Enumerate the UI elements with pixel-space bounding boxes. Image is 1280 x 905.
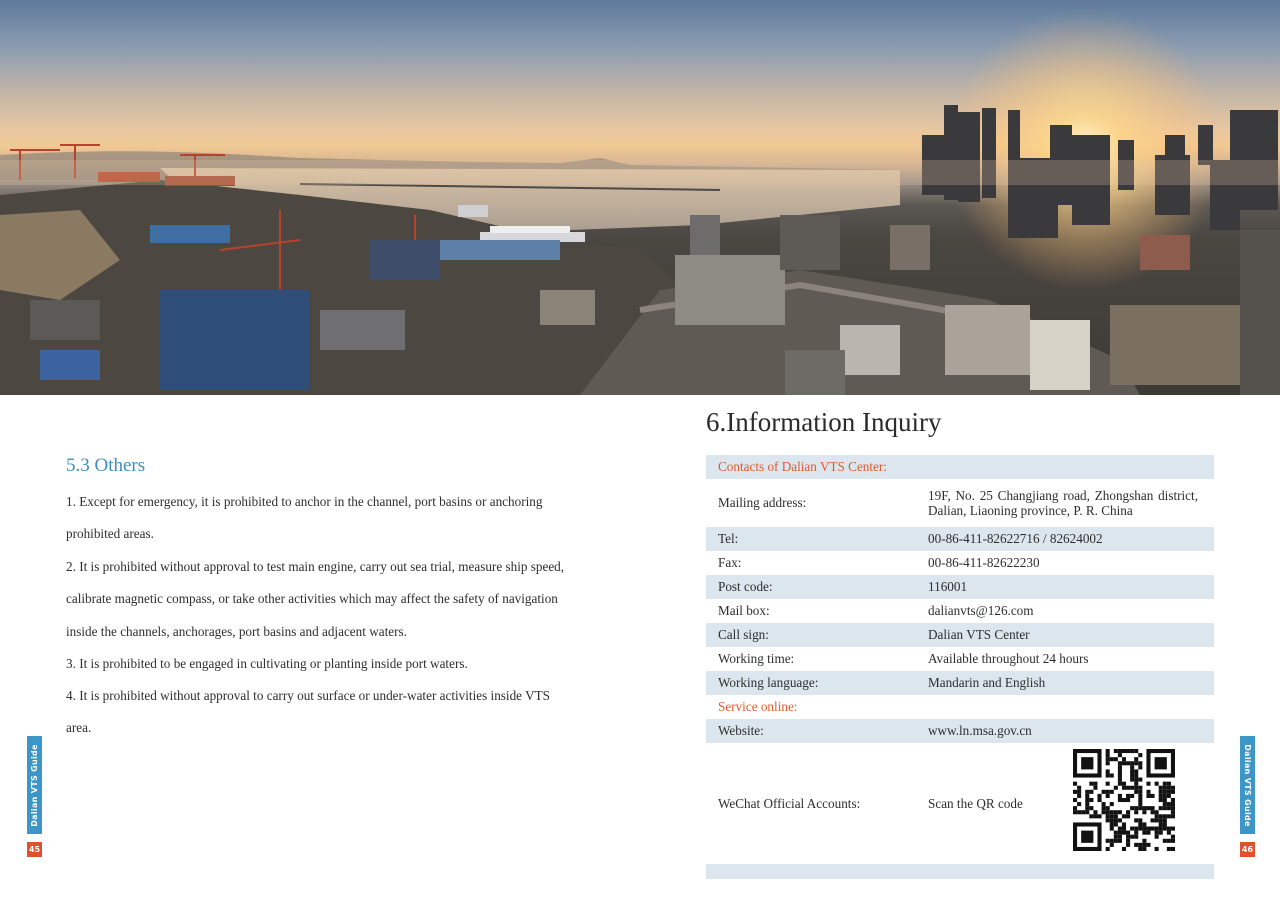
contact-info-table xyxy=(706,455,1214,879)
row-value: 116001 xyxy=(928,579,968,594)
page-number-left: 45 xyxy=(27,842,42,857)
harbor-panorama-illustration xyxy=(0,0,1280,395)
section-title: 5.3 Others xyxy=(66,455,146,476)
row-value: 19F, No. 25 Changjiang road, Zhongshan district, Dalian, Liaoning province, P. R. China xyxy=(928,488,1198,518)
chapter-title: 6.Information Inquiry xyxy=(706,407,942,437)
side-tab-label: Dalian VTS Guide xyxy=(30,743,39,827)
harbor-panorama-photo xyxy=(0,0,1280,395)
paragraph-2: 2. It is prohibited without approval to test main engine, carry out sea trial, measure ship speed, calibrate magnetic compass, or take other activities which may affect the safety of navigation inside the channels, anchorages, port basins and adjacent waters. xyxy=(66,559,565,639)
row-label: Mail box: xyxy=(718,603,770,618)
row-label: Working language: xyxy=(718,675,819,690)
service-header: Service online: xyxy=(718,699,798,714)
row-value: Scan the QR code xyxy=(928,795,1023,811)
wechat-row xyxy=(706,743,1214,864)
row-label: Post code: xyxy=(718,579,773,594)
row-label: Website: xyxy=(718,723,764,738)
contacts-header-row xyxy=(706,455,1214,479)
service-header-row xyxy=(706,695,1214,719)
paragraph-1: 1. Except for emergency, it is prohibited to anchor in the channel, port basins or anchoring prohibited areas. xyxy=(66,494,543,542)
side-tab-left xyxy=(27,736,42,834)
table-row xyxy=(706,551,1214,575)
row-label: Call sign: xyxy=(718,627,769,642)
table-row xyxy=(706,479,1214,527)
table-row xyxy=(706,671,1214,695)
paragraph-4: 4. It is prohibited without approval to carry out surface or under-water activities inside VTS area. xyxy=(66,688,551,736)
website-link[interactable]: www.ln.msa.gov.cn xyxy=(928,723,1032,738)
row-label: Working time: xyxy=(718,651,795,666)
email-link[interactable]: dalianvts@126.com xyxy=(928,603,1034,618)
row-label: Mailing address: xyxy=(718,495,807,510)
row-value: Mandarin and English xyxy=(928,675,1046,690)
qr-code-icon[interactable] xyxy=(1073,749,1175,851)
contacts-header: Contacts of Dalian VTS Center: xyxy=(718,459,887,474)
table-footer-bar xyxy=(706,864,1214,879)
side-tab-label: Dalian VTS Guide xyxy=(1243,743,1252,827)
row-value: Available throughout 24 hours xyxy=(928,651,1089,666)
table-row xyxy=(706,527,1214,551)
row-label: Tel: xyxy=(718,531,739,546)
table-row xyxy=(706,623,1214,647)
side-tab-right xyxy=(1240,736,1255,834)
row-label: Fax: xyxy=(718,555,742,570)
row-value: 00-86-411-82622716 / 82624002 xyxy=(928,531,1103,546)
row-value: Dalian VTS Center xyxy=(928,627,1030,642)
table-row xyxy=(706,647,1214,671)
page-number-right: 46 xyxy=(1240,842,1255,857)
table-row xyxy=(706,719,1214,743)
row-label: WeChat Official Accounts: xyxy=(718,795,861,811)
table-row xyxy=(706,575,1214,599)
paragraph-3: 3. It is prohibited to be engaged in cultivating or planting inside port waters. xyxy=(66,656,468,671)
table-row xyxy=(706,599,1214,623)
row-value: 00-86-411-82622230 xyxy=(928,555,1040,570)
